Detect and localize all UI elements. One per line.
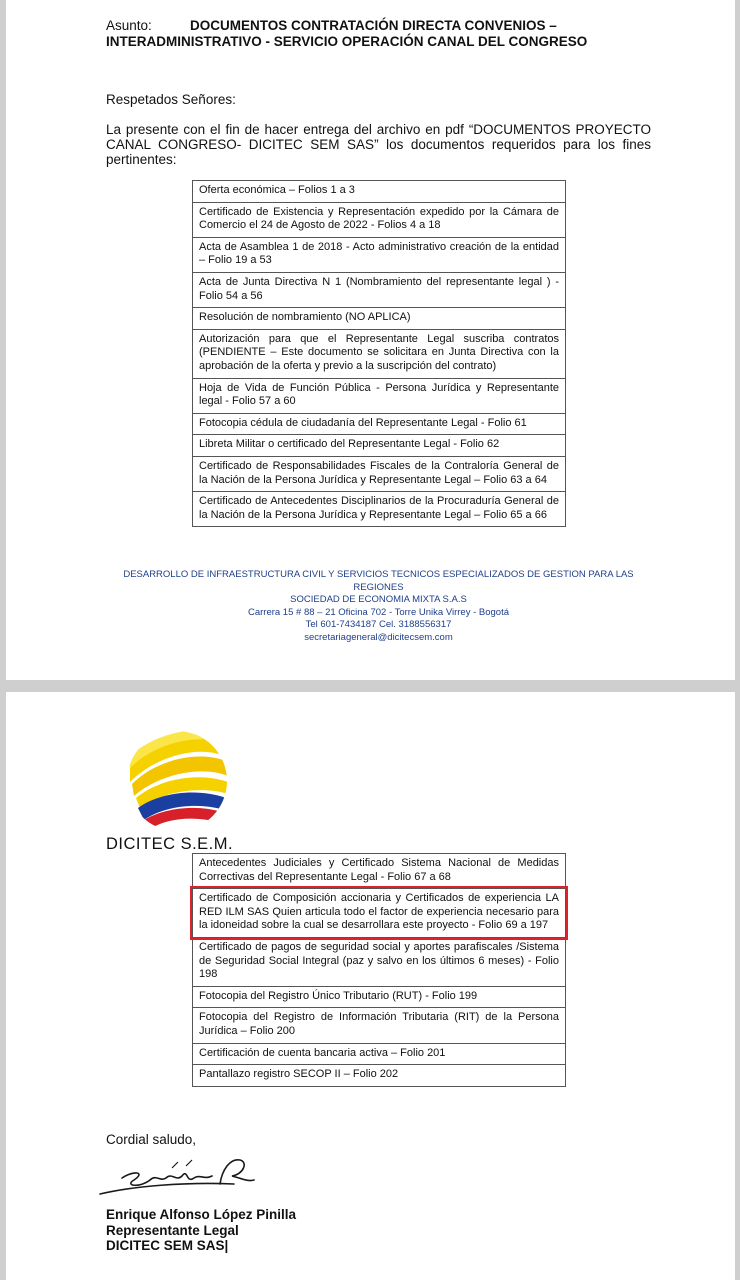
footer-line-phone: Tel 601-7434187 Cel. 3188556317 xyxy=(305,619,452,631)
table-row xyxy=(193,1043,566,1065)
document-page-2 xyxy=(6,692,735,1280)
table-row xyxy=(193,435,566,457)
table-cell: Certificado de Responsabilidades Fiscales de la Contraloría General de la Nación de la Persona Jurídica y Representante Legal – Folio 63 a 64 xyxy=(193,456,566,491)
table-cell: Autorización para que el Representante Legal suscriba contratos (PENDIENTE – Este documento se solicitara en Junta Directiva con la aprobación de la oferta y previo a la suscripción del contrato) xyxy=(193,329,566,378)
table-cell: Acta de Asamblea 1 de 2018 - Acto administrativo creación de la entidad – Folio 19 a 53 xyxy=(193,237,566,272)
table-row xyxy=(193,378,566,413)
table-cell: Certificado de Antecedentes Disciplinarios de la Procuraduría General de la Nación de la Persona Jurídica y Representante Legal – Folio 65 a 66 xyxy=(193,492,566,527)
table-row xyxy=(193,237,566,272)
table-cell: Pantallazo registro SECOP II – Folio 202 xyxy=(193,1065,566,1087)
signer-role: Representante Legal xyxy=(106,1222,239,1238)
table-cell: Acta de Junta Directiva N 1 (Nombramiento del representante legal ) - Folio 54 a 56 xyxy=(193,272,566,307)
table-cell: Oferta económica – Folios 1 a 3 xyxy=(193,181,566,203)
table-cell: Hoja de Vida de Función Pública - Persona Jurídica y Representante legal - Folio 57 a 60 xyxy=(193,378,566,413)
table-cell: Certificado de Existencia y Representación expedido por la Cámara de Comercio el 24 de Agosto de 2022 - Folios 4 a 18 xyxy=(193,202,566,237)
company-brand-name: DICITEC S.E.M. xyxy=(106,835,234,853)
table-row xyxy=(193,854,566,889)
table-row xyxy=(193,202,566,237)
highlight-box xyxy=(190,886,568,940)
table-cell: Fotocopia cédula de ciudadanía del Representante Legal - Folio 61 xyxy=(193,413,566,435)
subject-label: Asunto: xyxy=(106,18,152,33)
table-row xyxy=(193,308,566,330)
table-row xyxy=(193,456,566,491)
table-cell: Antecedentes Judiciales y Certificado Sistema Nacional de Medidas Correctivas del Representante Legal - Folio 67 a 68 xyxy=(193,854,566,889)
table-row xyxy=(193,181,566,203)
table-cell: Certificación de cuenta bancaria activa – Folio 201 xyxy=(193,1043,566,1065)
table-row xyxy=(193,272,566,307)
table-cell: Fotocopia del Registro de Información Tributaria (RIT) de la Persona Jurídica – Folio 200 xyxy=(193,1008,566,1043)
table-cell: Libreta Militar o certificado del Representante Legal - Folio 62 xyxy=(193,435,566,457)
table-row xyxy=(193,986,566,1008)
table-row xyxy=(193,1008,566,1043)
table-row xyxy=(193,329,566,378)
table-cell: Resolución de nombramiento (NO APLICA) xyxy=(193,308,566,330)
footer-line-company: DESARROLLO DE INFRAESTRUCTURA CIVIL Y SERVICIOS TECNICOS ESPECIALIZADOS DE GESTION PARA LAS REGIONES xyxy=(123,569,634,593)
table-row xyxy=(193,492,566,527)
signer-name: Enrique Alfonso López Pinilla xyxy=(106,1207,297,1222)
documents-table-page-1 xyxy=(192,180,566,527)
table-row xyxy=(193,413,566,435)
subject-line-2: INTERADMINISTRATIVO - SERVICIO OPERACIÓN CANAL DEL CONGRESO xyxy=(106,34,588,49)
signer-block xyxy=(106,1207,296,1254)
signature-icon xyxy=(94,1150,264,1206)
document-page-1 xyxy=(6,0,735,680)
footer-line-email: secretariageneral@dicitecsem.com xyxy=(304,631,453,643)
colombia-flag-sphere-icon xyxy=(124,728,230,834)
table-row xyxy=(193,937,566,986)
letterhead-footer xyxy=(106,569,651,645)
table-cell: Certificado de Composición accionaria y Certificados de experiencia LA RED ILM SAS Quien articula todo el factor de experiencia necesario para la idoneidad sobre la cual se desarrollara este proyecto - Folio 69 a 197 xyxy=(193,889,566,938)
closing-salutation: Cordial saludo, xyxy=(106,1132,197,1147)
table-row xyxy=(193,1065,566,1087)
greeting: Respetados Señores: xyxy=(106,92,236,107)
table-cell: Certificado de pagos de seguridad social y aportes parafiscales /Sistema de Seguridad Social Integral (paz y salvo en los últimos 6 meses) - Folio 198 xyxy=(193,937,566,986)
table-cell: Fotocopia del Registro Único Tributario (RUT) - Folio 199 xyxy=(193,986,566,1008)
intro-paragraph: La presente con el fin de hacer entrega del archivo en pdf “DOCUMENTOS PROYECTO CANAL CONGRESO- DICITEC SEM SAS” los documentos requeridos para los fines pertinentes: xyxy=(106,122,651,167)
subject-block xyxy=(106,18,666,50)
footer-line-address: Carrera 15 # 88 – 21 Oficina 702 - Torre Unika Virrey - Bogotá xyxy=(247,606,510,618)
signer-company: DICITEC SEM SAS| xyxy=(106,1238,229,1253)
subject-line-1: DOCUMENTOS CONTRATACIÓN DIRECTA CONVENIOS – xyxy=(190,18,557,33)
footer-line-type: SOCIEDAD DE ECONOMIA MIXTA S.A.S xyxy=(290,594,467,606)
